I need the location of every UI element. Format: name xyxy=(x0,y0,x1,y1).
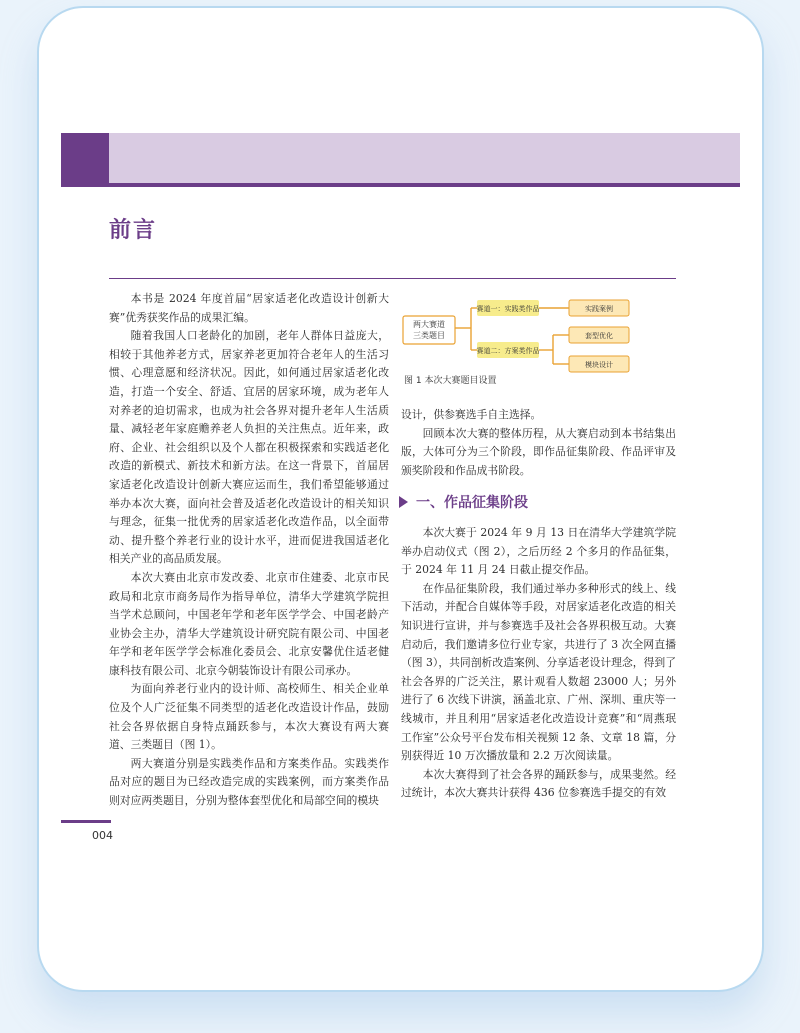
paragraph: 两大赛道分别是实践类作品和方案类作品。实践类作品对应的题目为已经改造完成的实践案例，而方案类作品则对应两类题目，分别为整体套型优化和局部空间的模块 xyxy=(109,756,389,808)
paragraph: 随着我国人口老龄化的加剧，老年人群体日益庞大，相较于其他养老方式，居家养老更加符合老年人的生活习惯、心理意愿和经济状况。因此，如何通过居家适老化改造，打造一个安全、舒适、宜居的居家环境，成为老年人对养老的迫切需求，也成为社会各界对提升老年人生活质量、减轻老年家庭赡养老人负担的关注焦点。近年来，政府、企业、社会组织以及个人都在积极探索和实践适老化改造的新模式、新技术和新方法。在这一背景下，首届居家适老化改造设计创新大赛应运而生，我们希望能够通过举办本次大赛，面向社会普及适老化改造设计的相关知识与理念，征集一批优秀的居家适老化改造作品，以全面带动、提升整个养老行业的设计水平，进而促进我国适老化相关产业的高品质发展。 xyxy=(109,329,389,566)
diagram-leaf-practice-label: 实践案例 xyxy=(585,305,613,313)
header-band-rule xyxy=(61,183,740,187)
paragraph: 在作品征集阶段，我们通过举办多种形式的线上、线下活动，并配合自媒体等手段，对居家适老化改造的相关知识进行宣讲，并与参赛选手及社会各界积极互动。大赛启动后，我们邀请多位行业专家，共进行了 3 次全网直播（图 3），共同剖析改造案例、分享适老设计理念，得到了社会各界的广泛关注，累计观看人数超 23000 人；另外进行了 6 次线下讲演，涵盖北京、广州、深圳、重庆等一线城市，并且利用“居家适老化改造设计竞赛”和“周燕珉工作室”公众号平台发布相关视频 12 条、文章 18 篇，分别获得近 10 万次播放量和 2.2 万次阅读量。 xyxy=(401,581,676,763)
header-band xyxy=(109,133,740,186)
header-band-accent xyxy=(61,133,109,186)
diagram-leaf-module-label: 模块设计 xyxy=(585,361,613,369)
figure-caption: 图 1 本次大赛题目设置 xyxy=(404,376,497,386)
diagram-track-2-label: 赛道二：方案类作品 xyxy=(476,347,540,355)
left-column xyxy=(109,290,389,811)
title-divider xyxy=(109,278,676,279)
page-card xyxy=(37,6,764,992)
paragraph: 设计，供参赛选手自主选择。 xyxy=(401,408,542,421)
paragraph: 本次大赛于 2024 年 9 月 13 日在清华大学建筑学院举办启动仪式（图 2），之后历经 2 个多月的作品征集，于 2024 年 11 月 24 日截止提交作品。 xyxy=(401,526,676,577)
diagram-track-1-label: 赛道一：实践类作品 xyxy=(476,305,540,313)
section-heading xyxy=(399,492,528,512)
diagram-leaf-layout-label: 套型优化 xyxy=(585,332,613,340)
paragraph: 本书是 2024 年度首届“居家适老化改造设计创新大赛”优秀获奖作品的成果汇编。 xyxy=(109,292,389,324)
paragraph: 本次大赛得到了社会各界的踊跃参与，成果斐然。经过统计，本次大赛共计获得 436 位参赛选手提交的有效 xyxy=(401,767,676,800)
right-column-bottom xyxy=(401,524,676,803)
page-number: 004 xyxy=(92,829,113,842)
diagram-root-label-2: 三类题目 xyxy=(413,331,445,340)
page-title: 前言 xyxy=(109,217,158,243)
section-heading-text: 一、作品征集阶段 xyxy=(416,495,528,511)
paragraph: 本次大赛由北京市发改委、北京市住建委、北京市民政局和北京市商务局作为指导单位，清华大学建筑学院担当学术总顾问，中国老年学和老年医学学会、中国老龄产业协会主办，清华大学建筑设计研究院有限公司、中国老年学和老年医学学会标准化委员会、北京安馨优住适老健康科技有限公司、北京今朝装饰设计有限公司承办。 xyxy=(109,570,389,677)
diagram-root-label-1: 两大赛道 xyxy=(413,320,445,329)
paragraph: 回顾本次大赛的整体历程，从大赛启动到本书结集出版，大体可分为三个阶段，即作品征集阶段、作品评审及颁奖阶段和作品成书阶段。 xyxy=(401,426,676,477)
paragraph: 为面向养老行业内的设计师、高校师生、相关企业单位及个人广泛征集不同类型的适老化改造设计作品，鼓励社会各界依据自身特点踊跃参与，本次大赛设有两大赛道、三类题目（图 1）。 xyxy=(109,682,389,752)
footer-rule xyxy=(61,820,111,823)
triangle-bullet-icon xyxy=(399,496,408,508)
